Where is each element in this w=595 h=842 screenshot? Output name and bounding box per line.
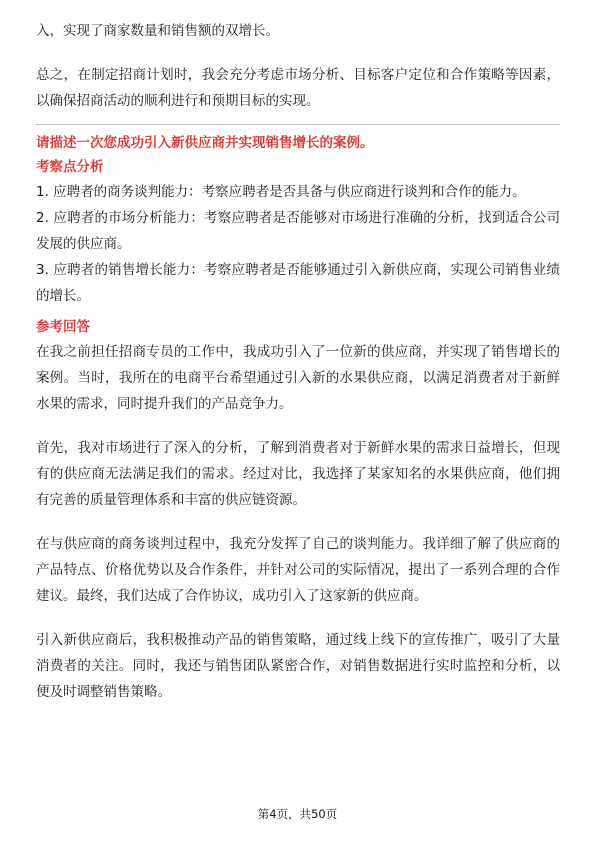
continued-paragraph: 入，实现了商家数量和销售额的双增长。	[36, 23, 279, 39]
answer-paragraph: 引入新供应商后，我积极推动产品的销售策略，通过线上线下的宣传推广，吸引了大量消费者的关注。同时，我还与销售团队紧密合作，对销售数据进行实时监控和分析，以便及时调整销售策略。	[36, 632, 560, 700]
answer-paragraph: 在与供应商的商务谈判过程中，我充分发挥了自己的谈判能力。我详细了解了供应商的产品特点、价格优势以及合作条件，并针对公司的实际情况，提出了一系列合理的合作建议。最终，我们达成了合作协议，成功引入了这家新的供应商。	[36, 536, 560, 604]
answer-paragraph: 在我之前担任招商专员的工作中，我成功引入了一位新的供应商，并实现了销售增长的案例。当时，我所在的电商平台希望通过引入新的水果供应商，以满足消费者对于新鲜水果的需求，同时提升我们的产品竞争力。	[36, 344, 560, 412]
page-number-footer: 第4页，共50页	[257, 807, 338, 821]
analysis-item: 1. 应聘者的商务谈判能力：考察应聘者是否具备与供应商进行谈判和合作的能力。	[36, 184, 526, 200]
document-page	[36, 18, 560, 705]
section-divider	[36, 124, 560, 125]
question-title: 请描述一次您成功引入新供应商并实现销售增长的案例。	[36, 135, 374, 151]
summary-paragraph: 总之，在制定招商计划时，我会充分考虑市场分析、目标客户定位和合作策略等因素，以确保招商活动的顺利进行和预期目标的实现。	[36, 67, 560, 109]
analysis-heading: 考察点分析	[36, 159, 104, 175]
analysis-item: 2. 应聘者的市场分析能力：考察应聘者是否能够对市场进行准确的分析，找到适合公司发展的供应商。	[36, 210, 560, 252]
analysis-item: 3. 应聘者的销售增长能力：考察应聘者是否能够通过引入新供应商，实现公司销售业绩的增长。	[36, 262, 560, 304]
answer-paragraph: 首先，我对市场进行了深入的分析，了解到消费者对于新鲜水果的需求日益增长，但现有的供应商无法满足我们的需求。经过对比，我选择了某家知名的水果供应商，他们拥有完善的质量管理体系和丰富的供应链资源。	[36, 440, 560, 508]
answer-heading: 参考回答	[36, 319, 90, 335]
